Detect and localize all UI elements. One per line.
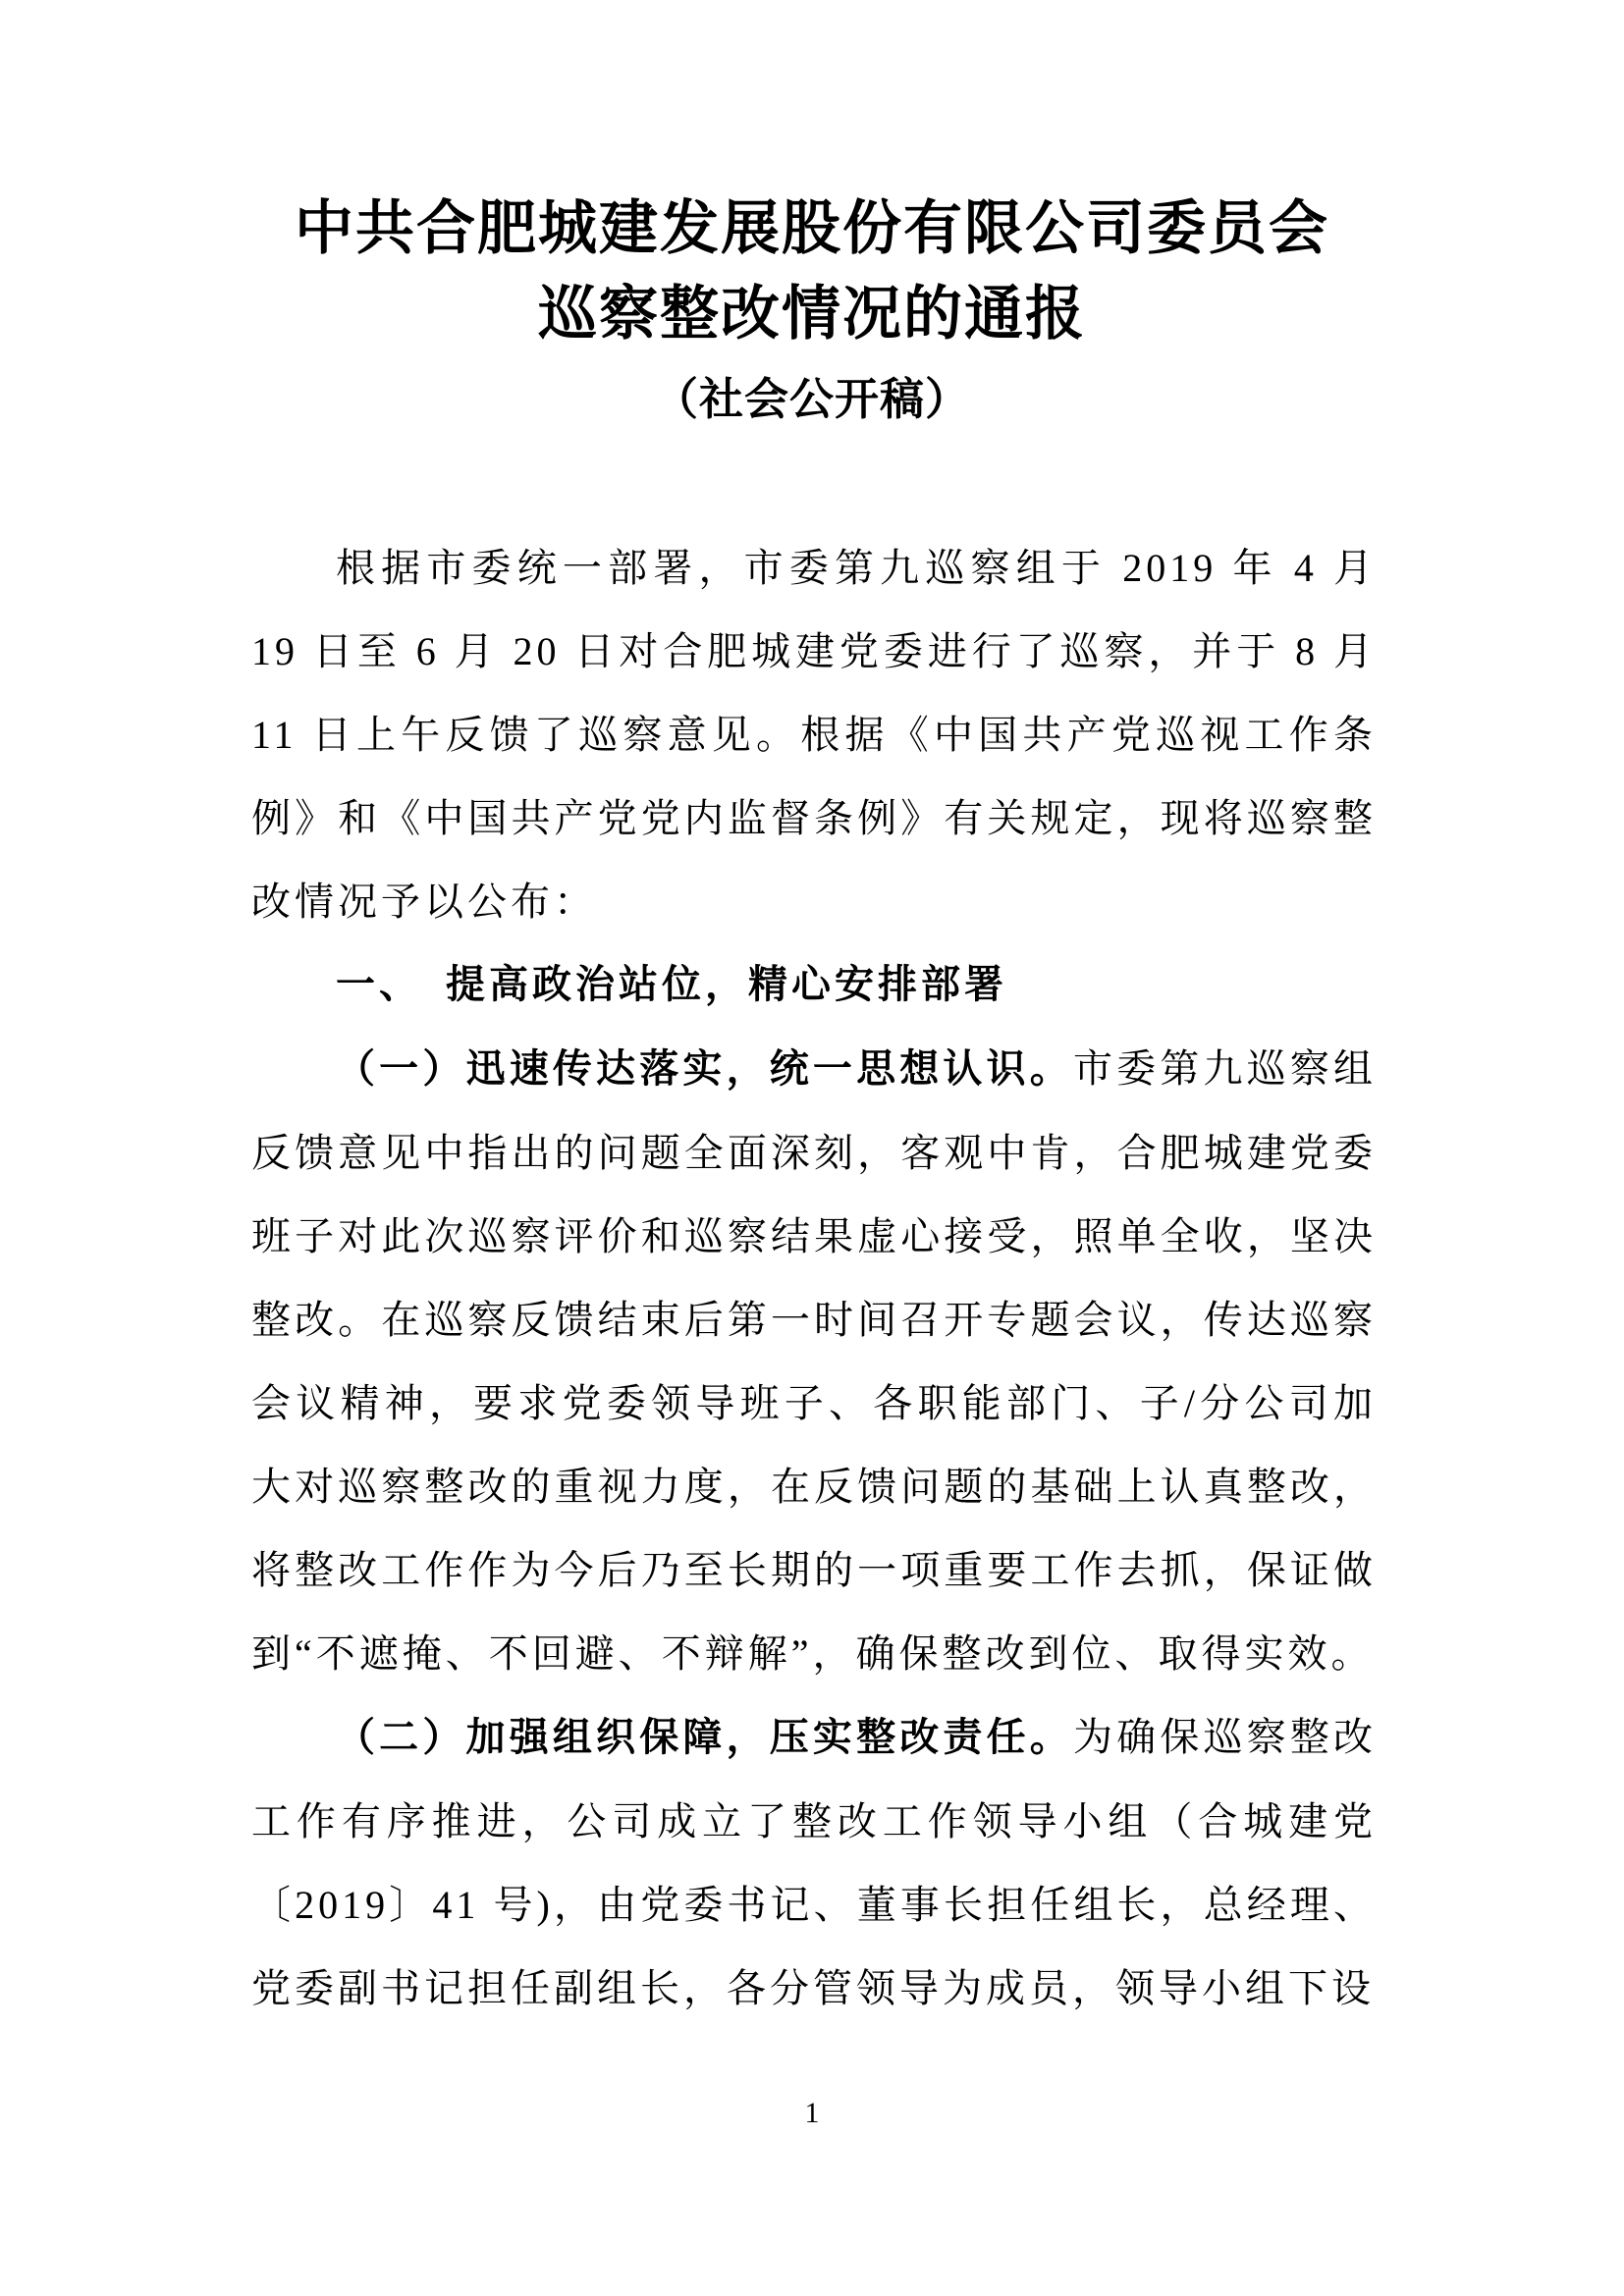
document-title xyxy=(0,187,1624,443)
document-body xyxy=(251,526,1377,2030)
section-heading-1: 一、 提高政治站位，精心安排部署 xyxy=(336,963,1007,1006)
document-subtitle: （社会公开稿） xyxy=(653,375,970,424)
document-title-line-2: 巡察整改情况的通报 xyxy=(538,282,1086,347)
item-2-lead: （二）加强组织保障，压实整改责任。 xyxy=(336,1716,1073,1759)
item-1-text: 市委第九巡察组反馈意见中指出的问题全面深刻，客观中肯，合肥城建党委班子对此次巡察评价和巡察结果虚心接受，照单全收，坚决整改。在巡察反馈结束后第一时间召开专题会议，传达巡察会议精神，要求党委领导班子、各职能部门、子/分公司加大对巡察整改的重视力度，在反馈问题的基础上认真整改，将整改工作作为今后乃至长期的一项重要工作去抓，保证做到“不遮掩、不回避、不辩解”，确保整改到位、取得实效。 xyxy=(251,1046,1378,1676)
item-2-text: 为确保巡察整改工作有序推进，公司成立了整改工作领导小组（合城建党〔2019〕41 号)，由党委书记、董事长担任组长，总经理、党委副书记担任副组长，各分管领导为成员，领导小组下设 xyxy=(251,1715,1378,2010)
paragraph-intro: 根据市委统一部署，市委第九巡察组于 2019 年 4 月 19 日至 6 月 20 日对合肥城建党委进行了巡察，并于 8 月 11 日上午反馈了巡察意见。根据《中国共产党巡视工作条例》和《中国共产党党内监督条例》有关规定，现将巡察整改情况予以公布： xyxy=(251,546,1377,924)
document-title-line-1: 中共合肥城建发展股份有限公司委员会 xyxy=(295,196,1329,261)
page-number: 1 xyxy=(804,2097,820,2129)
paragraph-item-1 xyxy=(251,1027,1377,1695)
paragraph-item-2 xyxy=(251,1695,1377,2030)
item-1-lead: （一）迅速传达落实，统一思想认识。 xyxy=(336,1047,1073,1091)
